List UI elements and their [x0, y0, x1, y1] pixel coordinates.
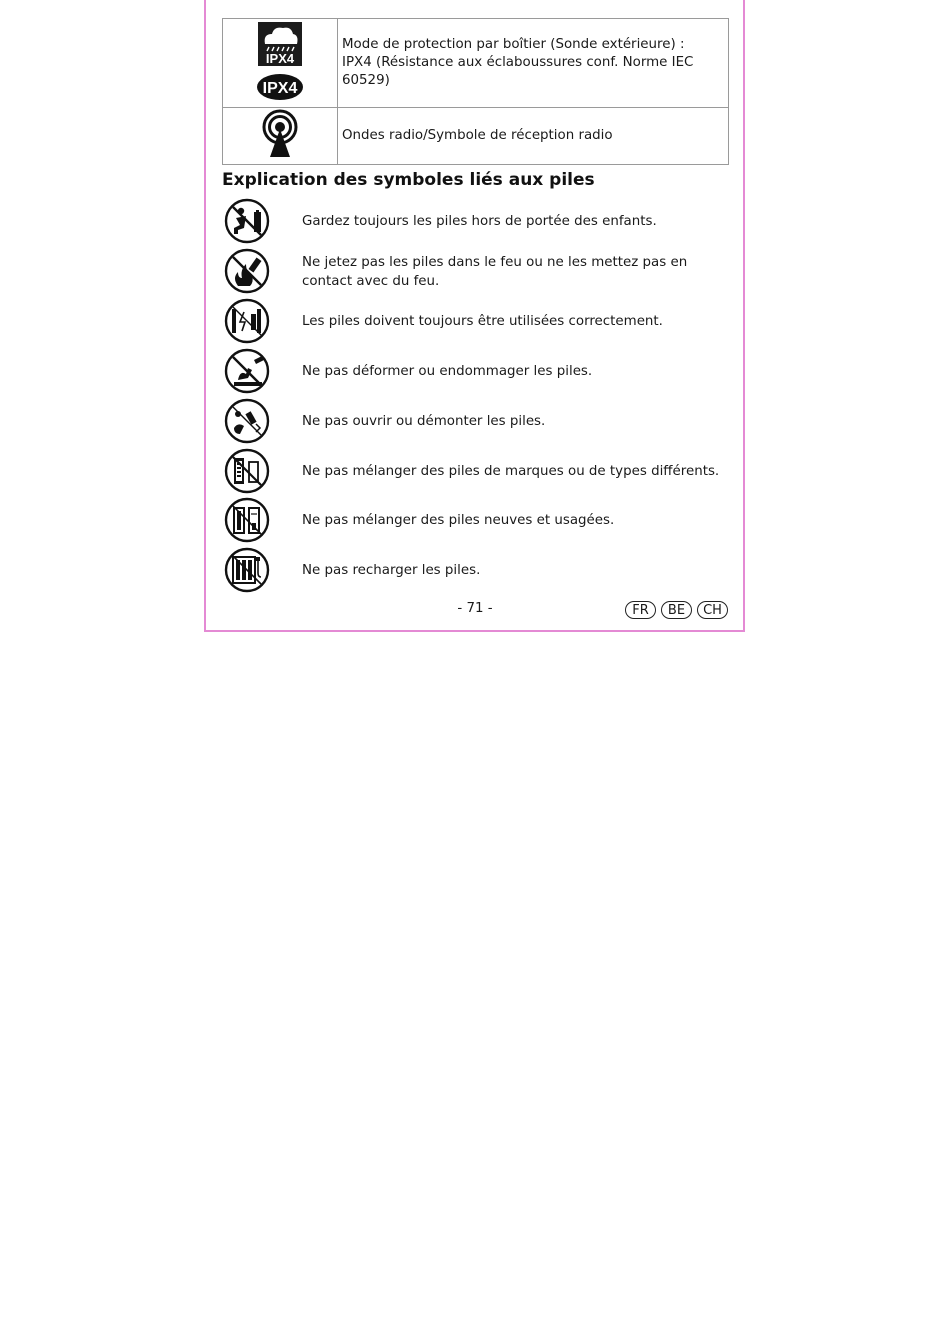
list-item-text: Les piles doivent toujours être utilisées correctement. [302, 314, 663, 329]
list-item-text: Ne pas ouvrir ou démonter les piles. [302, 414, 546, 429]
no-mix-brands-icon [224, 448, 270, 494]
ipx4-line1: Mode de protection par boîtier (Sonde extérieure) : [342, 37, 685, 52]
ipx4-description [338, 19, 729, 108]
list-item-text: Ne pas mélanger des piles neuves et usagées. [302, 513, 615, 528]
section-heading: Explication des symboles liés aux piles [222, 170, 595, 190]
ipx4-rain-shield-icon [255, 20, 305, 102]
table-row [223, 108, 729, 165]
ipx4-badge-bottom: IPX4 [262, 80, 298, 97]
list-item-text: Ne jetez pas les piles dans le feu ou ne les mettez pas en contact avec du feu. [302, 255, 688, 289]
radio-line1: Ondes radio/Symbole de réception radio [342, 128, 613, 143]
radio-cell [223, 108, 338, 165]
correct-polarity-icon [224, 298, 270, 344]
ipx4-cell [223, 19, 338, 108]
list-item-text: Gardez toujours les piles hors de portée des enfants. [302, 214, 657, 229]
country-badge-fr: FR [625, 601, 656, 619]
country-badge-ch: CH [697, 601, 728, 619]
symbol-table [222, 18, 729, 165]
no-mix-old-new-icon [224, 497, 270, 543]
list-item-text: Ne pas recharger les piles. [302, 563, 481, 578]
list-item-text: Ne pas déformer ou endommager les piles. [302, 364, 593, 379]
ipx4-line2: IPX4 (Résistance aux éclaboussures conf. Norme IEC 60529) [342, 55, 694, 88]
keep-away-from-children-icon [224, 198, 270, 244]
page-number: - 71 - [457, 601, 493, 616]
table-row [223, 19, 729, 108]
no-recharge-icon [224, 547, 270, 593]
no-deform-icon [224, 348, 270, 394]
ipx4-badge-top: IPX4 [265, 51, 295, 66]
country-badge-be: BE [661, 601, 692, 619]
no-open-icon [224, 398, 270, 444]
list-item-text: Ne pas mélanger des piles de marques ou de types différents. [302, 464, 720, 479]
no-fire-icon [224, 248, 270, 294]
radio-description [338, 108, 729, 165]
radio-signal-icon [260, 109, 300, 159]
